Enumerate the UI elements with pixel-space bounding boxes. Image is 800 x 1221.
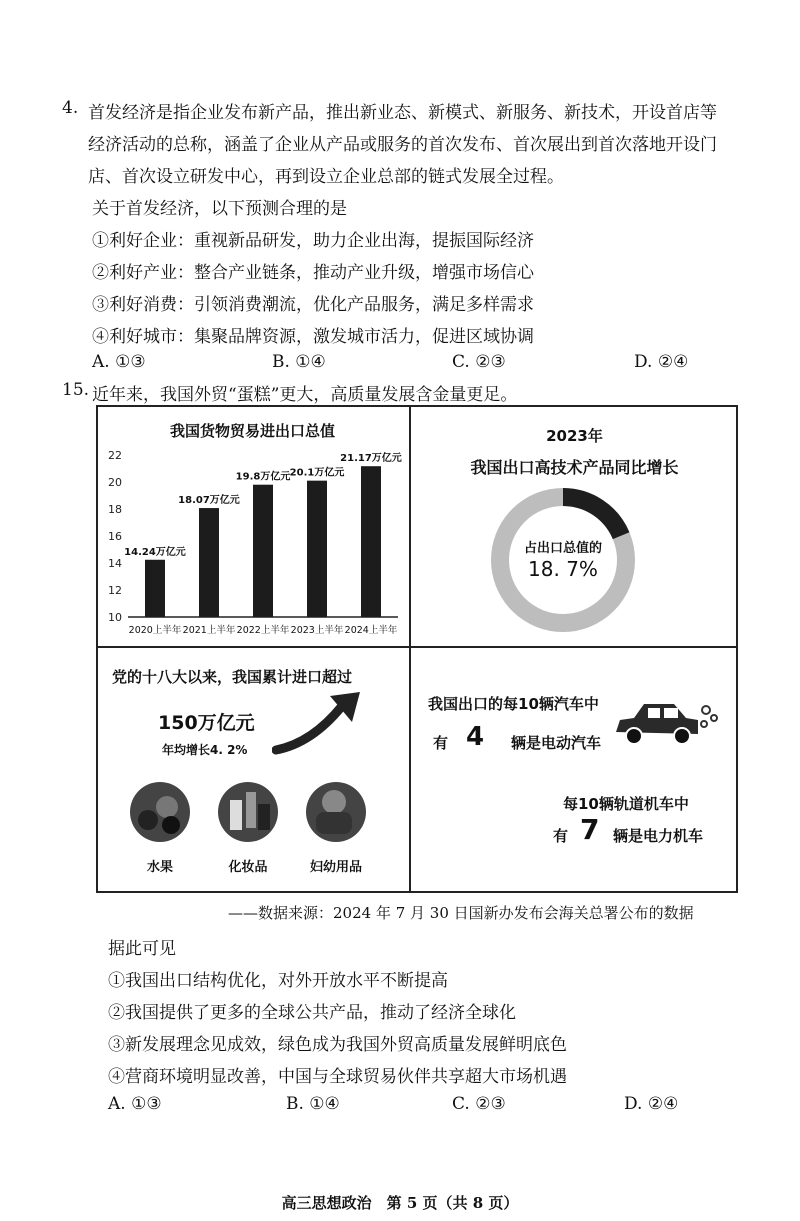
q15-stem: 近年来，我国外贸“蛋糕”更大，高质量发展含金量更足。: [92, 385, 518, 405]
x-category-label: 2021上半年: [182, 625, 236, 636]
bar: [145, 560, 165, 617]
y-tick-label: 12: [108, 584, 122, 597]
q14-statement-2: ②利好产业：整合产业链条，推动产业升级，增强市场信心: [92, 263, 534, 283]
y-tick-label: 18: [108, 503, 122, 516]
rail-you: 有: [553, 827, 569, 845]
bar: [307, 481, 327, 617]
donut-share-arc: [563, 497, 621, 536]
fruit-label: 水果: [146, 860, 173, 875]
q15-statement-4: ④营商环境明显改善，中国与全球贸易伙伴共享超大市场机遇: [108, 1067, 567, 1087]
donut-year: 2023年: [546, 427, 603, 445]
bar: [199, 508, 219, 617]
q14-number: 4.: [62, 98, 79, 118]
q14-question: 关于首发经济，以下预测合理的是: [92, 199, 347, 219]
q15-option-c[interactable]: C. ②③: [452, 1094, 506, 1114]
x-category-label: 2024上半年: [344, 625, 398, 636]
electric-car-icon: [612, 696, 722, 750]
maternal-infant-products-image: [306, 782, 366, 842]
y-tick-label: 20: [108, 476, 122, 489]
q14-option-a[interactable]: A. ①③: [92, 352, 146, 372]
import-amount: 150万亿元: [158, 712, 255, 734]
bar-chart-title: 我国货物贸易进出口总值: [169, 422, 335, 440]
q15-statement-3: ③新发展理念见成效，绿色成为我国外贸高质量发展鲜明底色: [108, 1035, 567, 1055]
donut-center-label: 占出口总值的: [523, 541, 602, 556]
bar: [361, 466, 381, 617]
car-number: 4: [466, 722, 485, 752]
q14-option-c[interactable]: C. ②③: [452, 352, 506, 372]
bar-chart: [98, 445, 408, 645]
cosmetics-label: 化妆品: [228, 860, 268, 875]
car-line-2: 辆是电动汽车: [511, 734, 602, 752]
q15-option-d[interactable]: D. ②④: [624, 1094, 679, 1114]
bar-value-label: 18.07万亿元: [178, 495, 240, 507]
q14-statement-4: ④利好城市：集聚品牌资源，激发城市活力，促进区域协调: [92, 327, 534, 347]
x-category-label: 2023上半年: [290, 625, 344, 636]
q15-statement-1: ①我国出口结构优化，对外开放水平不断提高: [108, 971, 448, 991]
bar-value-label: 19.8万亿元: [235, 471, 291, 483]
maternal-infant-label: 妇幼用品: [309, 860, 362, 875]
bar: [253, 485, 273, 617]
rail-line-1: 每10辆轨道机车中: [563, 795, 689, 813]
bar-value-label: 20.1万亿元: [289, 467, 345, 479]
data-source: ——数据来源：2024 年 7 月 30 日国新办发布会海关总署公布的数据: [228, 904, 694, 922]
q14-stem-line-1: 首发经济是指企业发布新产品，推出新业态、新模式、新服务、新技术，开设首店等: [88, 103, 717, 123]
cosmetics-image: [218, 782, 278, 842]
car-you: 有: [433, 734, 449, 752]
q15-option-b[interactable]: B. ①④: [286, 1094, 340, 1114]
q14-option-b[interactable]: B. ①④: [272, 352, 326, 372]
q15-lead: 据此可见: [108, 939, 176, 959]
horizontal-divider: [96, 646, 738, 648]
x-category-label: 2022上半年: [236, 625, 290, 636]
q15-option-a[interactable]: A. ①③: [108, 1094, 162, 1114]
fruit-image: [130, 782, 190, 842]
q15-statement-2: ②我国提供了更多的全球公共产品，推动了经济全球化: [108, 1003, 516, 1023]
bar-value-label: 21.17万亿元: [340, 453, 402, 465]
import-title: 党的十八大以来，我国累计进口超过: [112, 668, 353, 686]
y-tick-label: 10: [108, 611, 122, 624]
page-footer: 高三思想政治 第 5 页（共 8 页）: [281, 1194, 519, 1212]
q14-stem-line-3: 店、首次设立研发中心，再到设立企业总部的链式发展全过程。: [88, 167, 564, 187]
import-growth: 年均增长4. 2%: [162, 743, 248, 757]
q14-stem-line-2: 经济活动的总称，涵盖了企业从产品或服务的首次发布、首次展出到首次落地开设门: [88, 135, 717, 155]
y-tick-label: 22: [108, 449, 122, 462]
q14-option-d[interactable]: D. ②④: [634, 352, 689, 372]
q14-statement-3: ③利好消费：引领消费潮流，优化产品服务，满足多样需求: [92, 295, 534, 315]
rail-number: 7: [580, 813, 600, 846]
car-line-1: 我国出口的每10辆汽车中: [428, 695, 599, 713]
rail-line-2: 辆是电力机车: [613, 827, 704, 845]
x-category-label: 2020上半年: [128, 625, 182, 636]
donut-title: 我国出口高技术产品同比增长: [470, 458, 679, 477]
q14-statement-1: ①利好企业：重视新品研发，助力企业出海，提振国际经济: [92, 231, 534, 251]
vertical-divider: [409, 405, 411, 893]
donut-center-value: 18. 7%: [528, 557, 598, 581]
bar-value-label: 14.24万亿元: [124, 546, 186, 558]
q15-number: 15.: [62, 380, 90, 400]
y-tick-label: 14: [108, 557, 122, 570]
upward-arrow-icon: [272, 688, 367, 758]
y-tick-label: 16: [108, 530, 122, 543]
